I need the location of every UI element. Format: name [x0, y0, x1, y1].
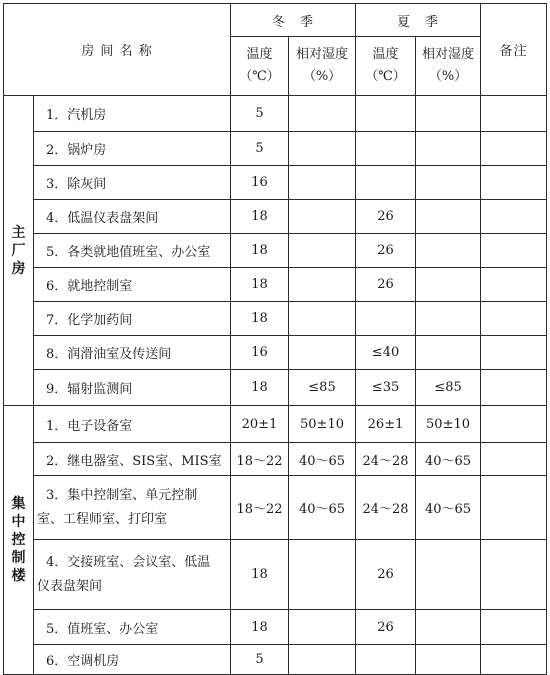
room-name: 5．各类就地值班室、办公室 [34, 234, 231, 268]
summer-humidity [416, 336, 481, 370]
summer-temp-header [356, 37, 416, 96]
summer-temp [356, 302, 416, 336]
note [481, 268, 547, 302]
room-name: 7．化学加药间 [34, 302, 231, 336]
table-row [4, 132, 547, 166]
summer-humidity [416, 166, 481, 200]
note [481, 166, 547, 200]
table-row [4, 234, 547, 268]
winter-humidity [289, 540, 356, 610]
summer-temp: 26 [356, 268, 416, 302]
winter-humidity [289, 166, 356, 200]
winter-temp: 18 [231, 302, 289, 336]
table-row [4, 302, 547, 336]
table-row [4, 645, 547, 675]
winter-temp: 18 [231, 268, 289, 302]
summer-temp: 26 [356, 234, 416, 268]
note [481, 96, 547, 132]
winter-humidity: ≤85 [289, 370, 356, 406]
winter-temp-header [231, 37, 289, 96]
room-name: 5．值班室、办公室 [34, 610, 231, 645]
note-header: 备注 [481, 4, 547, 96]
summer-humidity [416, 268, 481, 302]
note [481, 476, 547, 540]
winter-humidity [289, 610, 356, 645]
note [481, 370, 547, 406]
winter-temp: 5 [231, 132, 289, 166]
winter-temp: 16 [231, 336, 289, 370]
summer-humidity-header [416, 37, 481, 96]
temp-label: 温度 [246, 47, 273, 62]
summer-temp: 26±1 [356, 406, 416, 443]
summer-temp [356, 132, 416, 166]
summer-humidity: ≤85 [416, 370, 481, 406]
room-name [34, 540, 231, 610]
summer-humidity: 40～65 [416, 443, 481, 476]
group-char: 中 [11, 514, 26, 530]
summer-temp: ≤40 [356, 336, 416, 370]
winter-temp: 16 [231, 166, 289, 200]
summer-humidity [416, 200, 481, 234]
summer-temp: 26 [356, 610, 416, 645]
winter-humidity [289, 132, 356, 166]
summer-header: 夏 季 [356, 4, 481, 37]
table-row [4, 370, 547, 406]
summer-temp [356, 645, 416, 675]
summer-humidity [416, 96, 481, 132]
room-name: 9．辐射监测间 [34, 370, 231, 406]
table-row [4, 200, 547, 234]
room-name-line: 3．集中控制室、单元控制 [46, 487, 198, 503]
group-char: 主 [11, 224, 26, 241]
hvac-design-table [3, 3, 547, 675]
group-char: 集 [11, 496, 26, 512]
temp-label: 温度 [372, 47, 399, 62]
summer-humidity [416, 302, 481, 336]
table-row [4, 268, 547, 302]
room-name: 4．低温仪表盘架间 [34, 200, 231, 234]
summer-humidity [416, 540, 481, 610]
room-name: 2．锅炉房 [34, 132, 231, 166]
winter-temp: 18 [231, 234, 289, 268]
humidity-unit-label: （%） [302, 69, 342, 84]
winter-humidity-header [289, 37, 356, 96]
room-name: 3．除灰间 [34, 166, 231, 200]
group-char: 房 [11, 260, 26, 277]
note [481, 336, 547, 370]
group-char: 控 [11, 532, 26, 548]
temp-unit-label: （℃） [239, 69, 280, 84]
winter-temp: 18 [231, 540, 289, 610]
note [481, 234, 547, 268]
note [481, 406, 547, 443]
summer-humidity: 50±10 [416, 406, 481, 443]
winter-header: 冬 季 [231, 4, 356, 37]
winter-temp: 18～22 [231, 443, 289, 476]
summer-humidity [416, 132, 481, 166]
group-char: 楼 [11, 568, 26, 584]
winter-temp: 18 [231, 370, 289, 406]
humidity-label: 相对湿度 [296, 47, 349, 62]
summer-temp [356, 166, 416, 200]
table-row [4, 476, 547, 540]
humidity-label: 相对湿度 [422, 47, 475, 62]
summer-humidity [416, 610, 481, 645]
room-name: 1．汽机房 [34, 96, 231, 132]
header-row-1 [4, 4, 547, 37]
summer-temp: 26 [356, 540, 416, 610]
humidity-unit-label: （%） [428, 69, 468, 84]
winter-humidity [289, 234, 356, 268]
winter-temp: 20±1 [231, 406, 289, 443]
winter-humidity [289, 96, 356, 132]
winter-humidity: 40～65 [289, 443, 356, 476]
summer-humidity [416, 645, 481, 675]
group-char: 制 [11, 550, 26, 566]
summer-temp [356, 96, 416, 132]
winter-humidity [289, 336, 356, 370]
winter-temp: 5 [231, 645, 289, 675]
winter-humidity [289, 302, 356, 336]
summer-temp: ≤35 [356, 370, 416, 406]
note [481, 645, 547, 675]
table-row [4, 540, 547, 610]
room-name-header: 房 间 名 称 [4, 4, 231, 96]
winter-humidity: 50±10 [289, 406, 356, 443]
room-name: 1．电子设备室 [34, 406, 231, 443]
note [481, 443, 547, 476]
winter-temp: 5 [231, 96, 289, 132]
note [481, 302, 547, 336]
note [481, 540, 547, 610]
summer-temp: 24～28 [356, 443, 416, 476]
table-row [4, 443, 547, 476]
winter-temp: 18～22 [231, 476, 289, 540]
winter-humidity [289, 200, 356, 234]
table-row [4, 406, 547, 443]
room-name-line: 4．交接班室、会议室、低温 [46, 554, 211, 570]
room-name: 8．润滑油室及传送间 [34, 336, 231, 370]
table-row [4, 96, 547, 132]
summer-temp: 24～28 [356, 476, 416, 540]
room-name: 2．继电器室、SIS室、MIS室 [34, 443, 231, 476]
table-row [4, 610, 547, 645]
room-name: 6．空调机房 [34, 645, 231, 675]
winter-humidity [289, 645, 356, 675]
room-name-line: 室、工程师室、打印室 [37, 511, 168, 527]
group-label-main-plant [4, 96, 34, 406]
group-char: 厂 [11, 242, 26, 259]
temp-unit-label: （℃） [365, 69, 406, 84]
note [481, 200, 547, 234]
summer-humidity: 40～65 [416, 476, 481, 540]
note [481, 132, 547, 166]
table-row [4, 166, 547, 200]
table-row [4, 336, 547, 370]
group-label-control-building [4, 406, 34, 675]
winter-humidity: 40～65 [289, 476, 356, 540]
winter-temp: 18 [231, 610, 289, 645]
room-name-line: 仪表盘架间 [37, 578, 103, 594]
summer-humidity [416, 234, 481, 268]
room-name: 6．就地控制室 [34, 268, 231, 302]
room-name [34, 476, 231, 540]
winter-temp: 18 [231, 200, 289, 234]
winter-humidity [289, 268, 356, 302]
note [481, 610, 547, 645]
summer-temp: 26 [356, 200, 416, 234]
